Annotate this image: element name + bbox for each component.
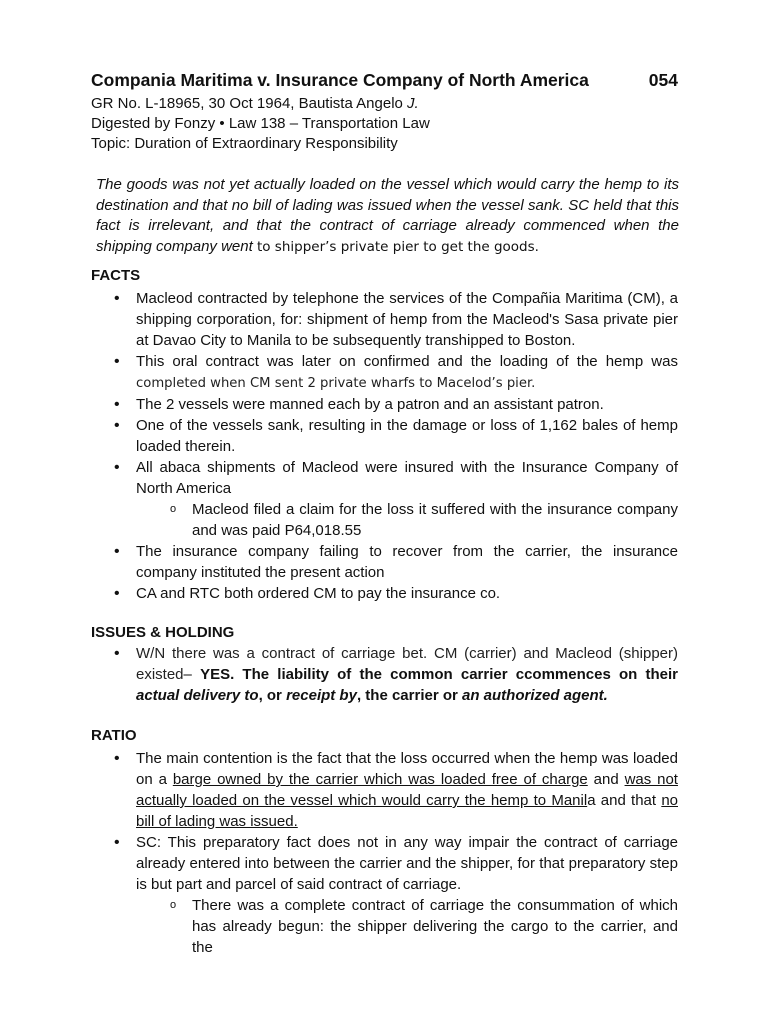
- ratio-list: [136, 748, 678, 958]
- case-summary: [96, 175, 679, 257]
- ratio-item: • The main contention is the fact that the loss occurred when the hemp was loaded on a barge owned by the carrier which was loaded free of charge and was not actually loaded on the vessel which would carry the hemp to Manila and that no bill of lading was issued.: [136, 748, 678, 832]
- fact-subitem: o Macleod filed a claim for the loss it suffered with the insurance company and was paid P64,018.55: [192, 499, 678, 541]
- summary-plain: to shipper’s private pier to get the goods.: [256, 238, 539, 255]
- fact-sublist: [136, 499, 678, 541]
- ratio-item: • SC: This preparatory fact does not in any way impair the contract of carriage already entered into between the carrier and the shipper, for that preparatory step is but part and parcel of said contract of carriage. o There was a complete contract of carriage the consummation of which has already begun: the shipper delivering the cargo to the carrier, and the: [136, 832, 678, 958]
- fact-item: • The insurance company failing to recover from the carrier, the insurance company instituted the present action: [136, 541, 678, 583]
- holding-answer: YES.: [200, 666, 235, 683]
- facts-heading: FACTS: [91, 267, 141, 284]
- ratio-sublist: [136, 895, 678, 958]
- issues-list: [136, 643, 678, 706]
- citation-justice-initial: J.: [407, 95, 419, 112]
- fact-item: • The 2 vessels were manned each by a patron and an assistant patron.: [136, 394, 678, 415]
- topic-line: Topic: Duration of Extraordinary Responsibility: [91, 135, 398, 152]
- fact-item: • One of the vessels sank, resulting in the damage or loss of 1,162 bales of hemp loaded therein.: [136, 415, 678, 457]
- fact-item: • This oral contract was later on confirmed and the loading of the hemp was completed when CM sent 2 private wharfs to Macelod’s pier.: [136, 351, 678, 394]
- document-title-row: [91, 69, 678, 91]
- digested-by: Digested by Fonzy • Law 138 – Transportation Law: [91, 115, 430, 132]
- digest-number: 054: [648, 70, 678, 90]
- fact-item: • Macleod contracted by telephone the services of the Compañia Maritima (CM), a shipping corporation, for: shipment of hemp from the Macleod's Sasa private pier at Davao City to Manila to be subsequently transhipped to Boston.: [136, 288, 678, 351]
- fact-item: • CA and RTC both ordered CM to pay the insurance co.: [136, 583, 678, 604]
- ratio-heading: RATIO: [91, 727, 137, 744]
- facts-list: [136, 288, 678, 604]
- fact-item: • All abaca shipments of Macleod were insured with the Insurance Company of North America o Macleod filed a claim for the loss it suffered with the insurance company and was paid P64,018.55: [136, 457, 678, 541]
- summary-italic: The goods was not yet actually loaded on the vessel which would carry the hemp to its destination and that no bill of lading was issued when the vessel sank. SC held that this fact is irrelevant, and that the contract of carriage already commenced when the shipping company went: [96, 176, 679, 255]
- issue-item: • W/N there was a contract of carriage bet. CM (carrier) and Macleod (shipper) existed– YES. The liability of the common carrier ccommences on their actual delivery to, or receipt by, the carrier or an authorized agent.: [136, 643, 678, 706]
- ratio-subitem: o There was a complete contract of carriage the consummation of which has already begun: the shipper delivering the cargo to the carrier, and the: [192, 895, 678, 958]
- case-title: Compania Maritima v. Insurance Company of North America: [91, 70, 589, 90]
- citation: GR No. L-18965, 30 Oct 1964, Bautista Angelo J.: [91, 95, 419, 112]
- issues-heading: ISSUES & HOLDING: [91, 624, 235, 641]
